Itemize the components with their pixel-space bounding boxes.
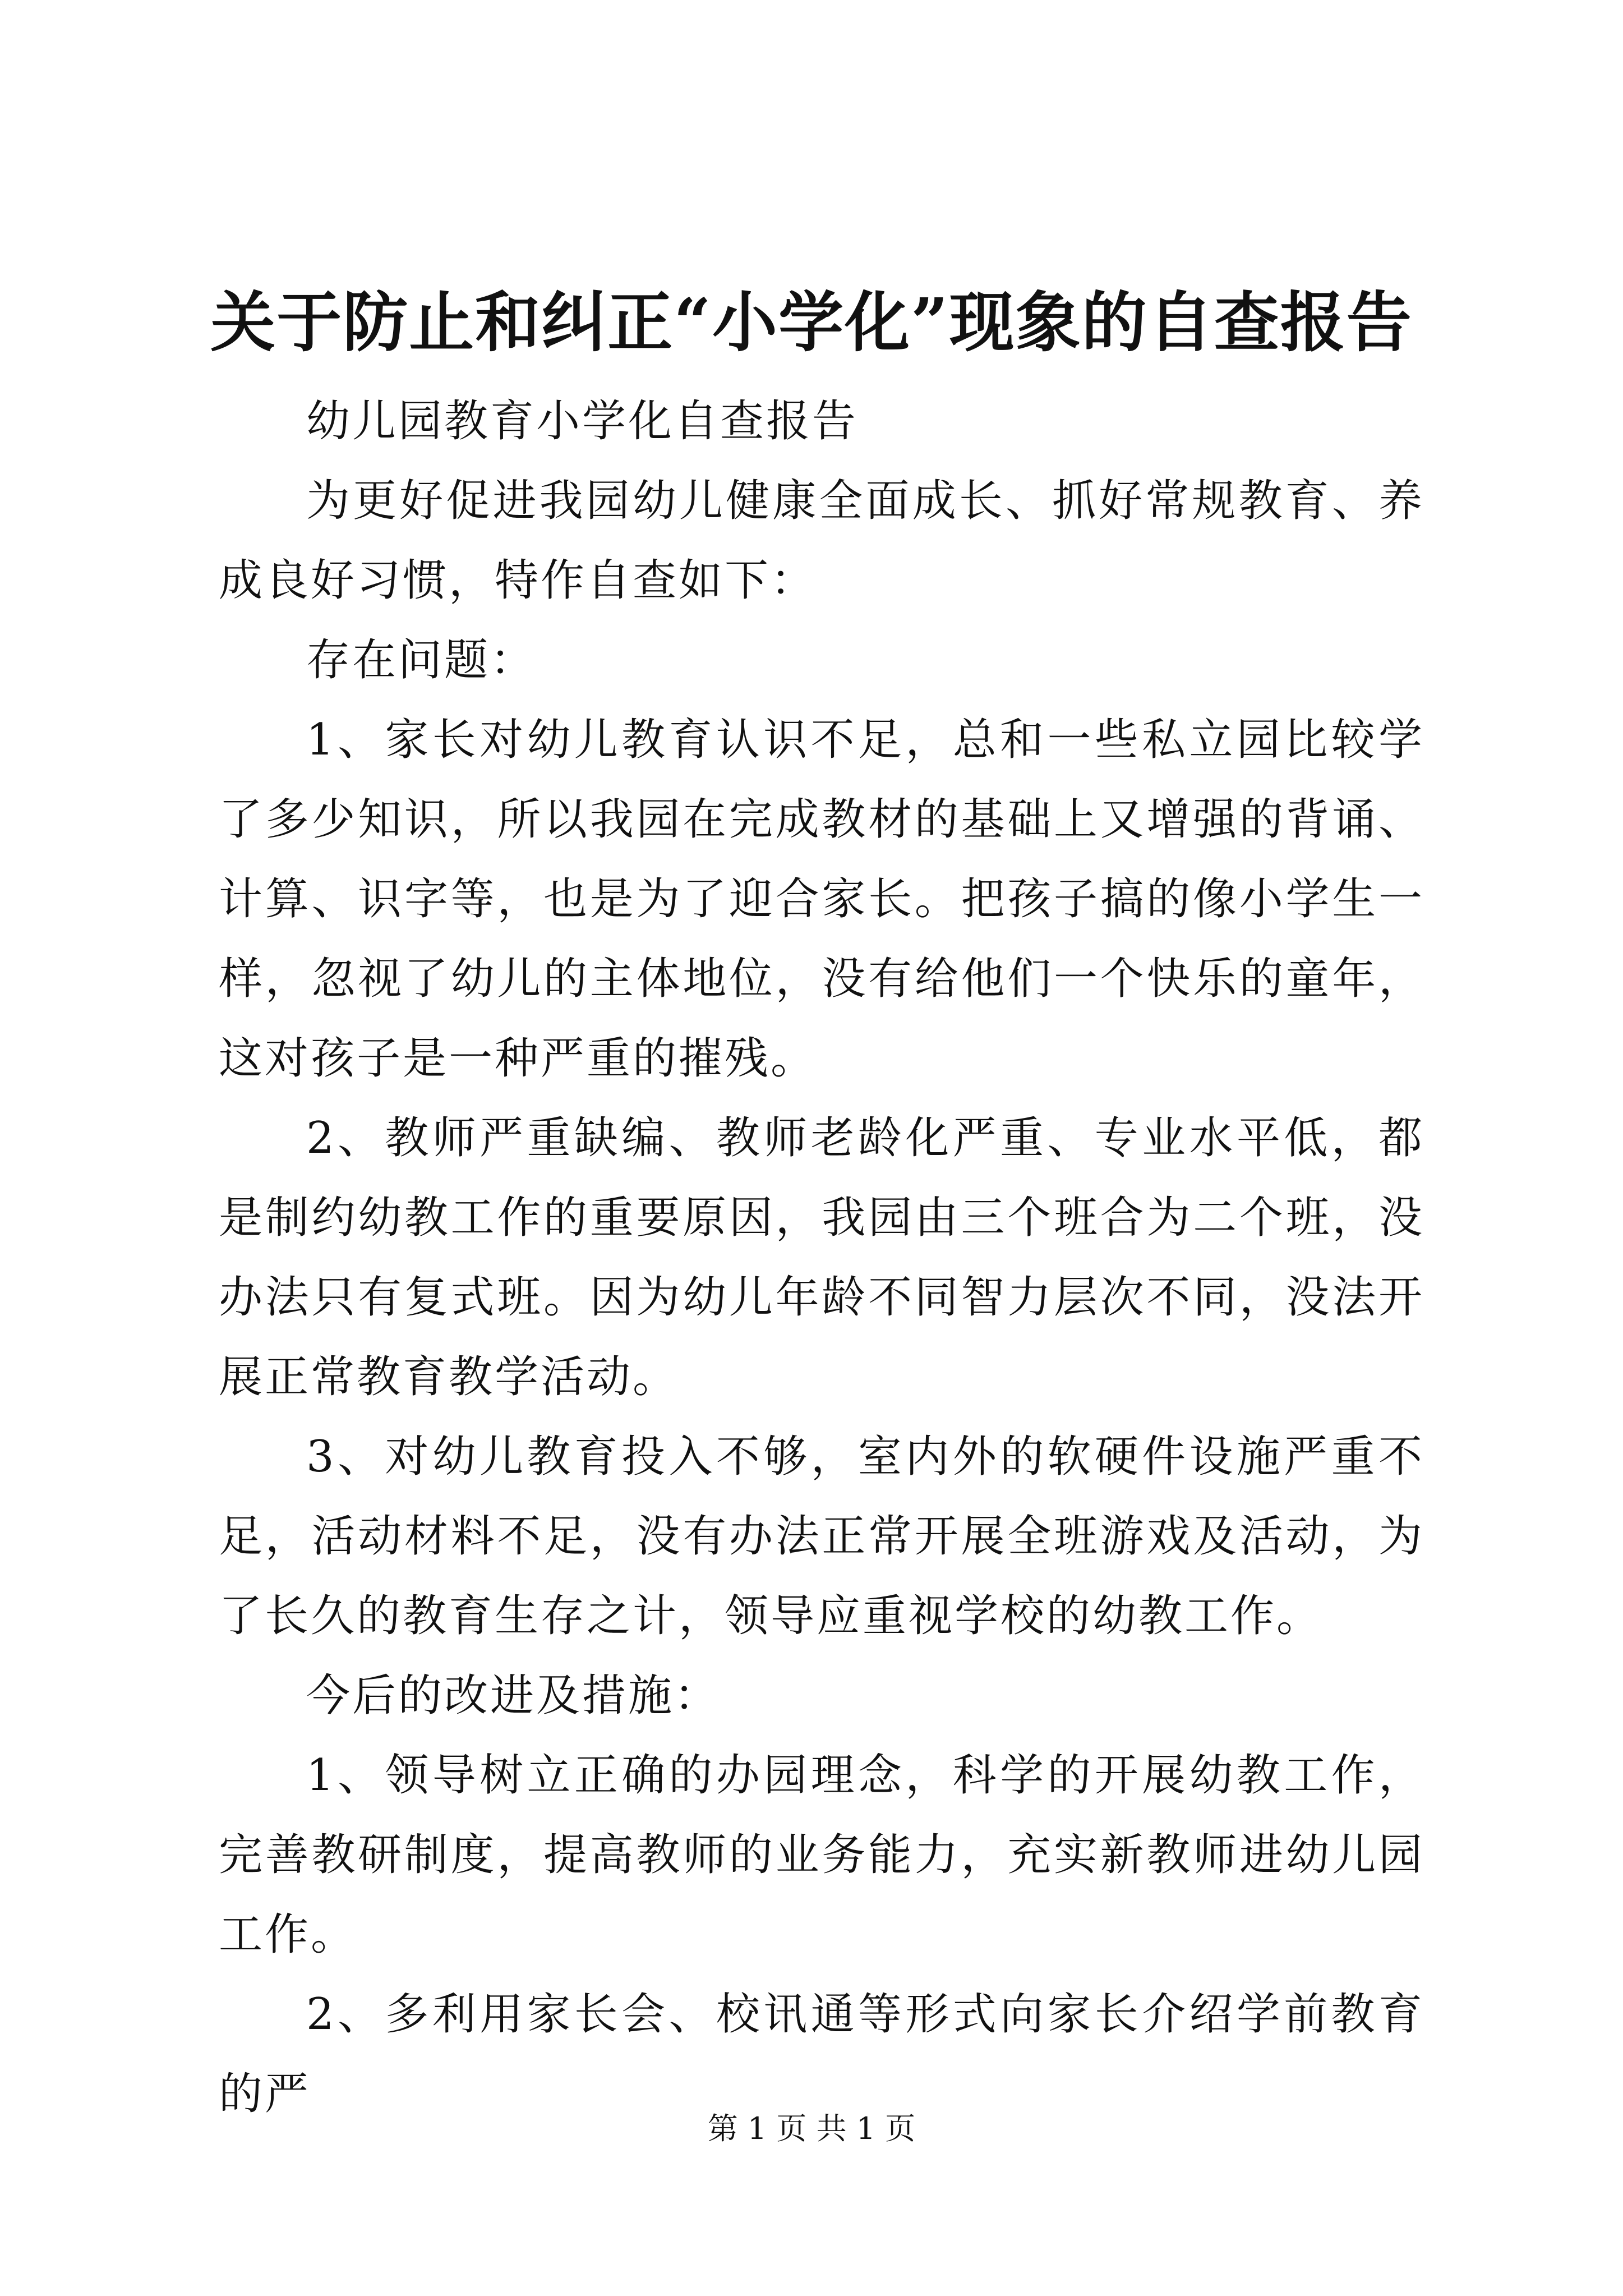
paragraph-measures-heading: 今后的改进及措施： [306,1671,721,1721]
paragraph-problem-3: 3、对幼儿教育投入不够，室内外的软硬件设施严重不足，活动材料不足，没有办法正常开展全班游戏及活动，为了长久的教育生存之计，领导应重视学校的幼教工作。 [219,1432,1424,1641]
paragraph-intro: 为更好促进我园幼儿健康全面成长、抓好常规教育、养成良好习惯，特作自查如下： [219,476,1424,606]
paragraph-subtitle: 幼儿园教育小学化自查报告 [306,396,859,447]
paragraph-problem-1: 1、家长对幼儿教育认识不足，总和一些私立园比较学了多少知识，所以我园在完成教材的基础上又增强的背诵、计算、识字等，也是为了迎合家长。把孩子搞的像小学生一样，忽视了幼儿的主体地位，没有给他们一个快乐的童年，这对孩子是一种严重的摧残。 [219,715,1424,1084]
paragraph-measure-2: 2、多利用家长会、校讯通等形式向家长介绍学前教育的严 [219,1989,1424,2119]
paragraph-problems-heading: 存在问题： [306,635,537,685]
document-body [219,381,1424,2134]
paragraph-problem-2: 2、教师严重缺编、教师老龄化严重、专业水平低，都是制约幼教工作的重要原因，我园由三个班合为二个班，没办法只有复式班。因为幼儿年龄不同智力层次不同，没法开展正常教育教学活动。 [219,1113,1424,1402]
page-footer: 第 1 页 共 1 页 [707,2111,916,2146]
paragraph-measure-1: 1、领导树立正确的办园理念，科学的开展幼教工作，完善教研制度，提高教师的业务能力，充实新教师进幼儿园工作。 [219,1750,1424,1960]
document-title: 关于防止和纠正“小学化”现象的自查报告 [210,284,1413,361]
